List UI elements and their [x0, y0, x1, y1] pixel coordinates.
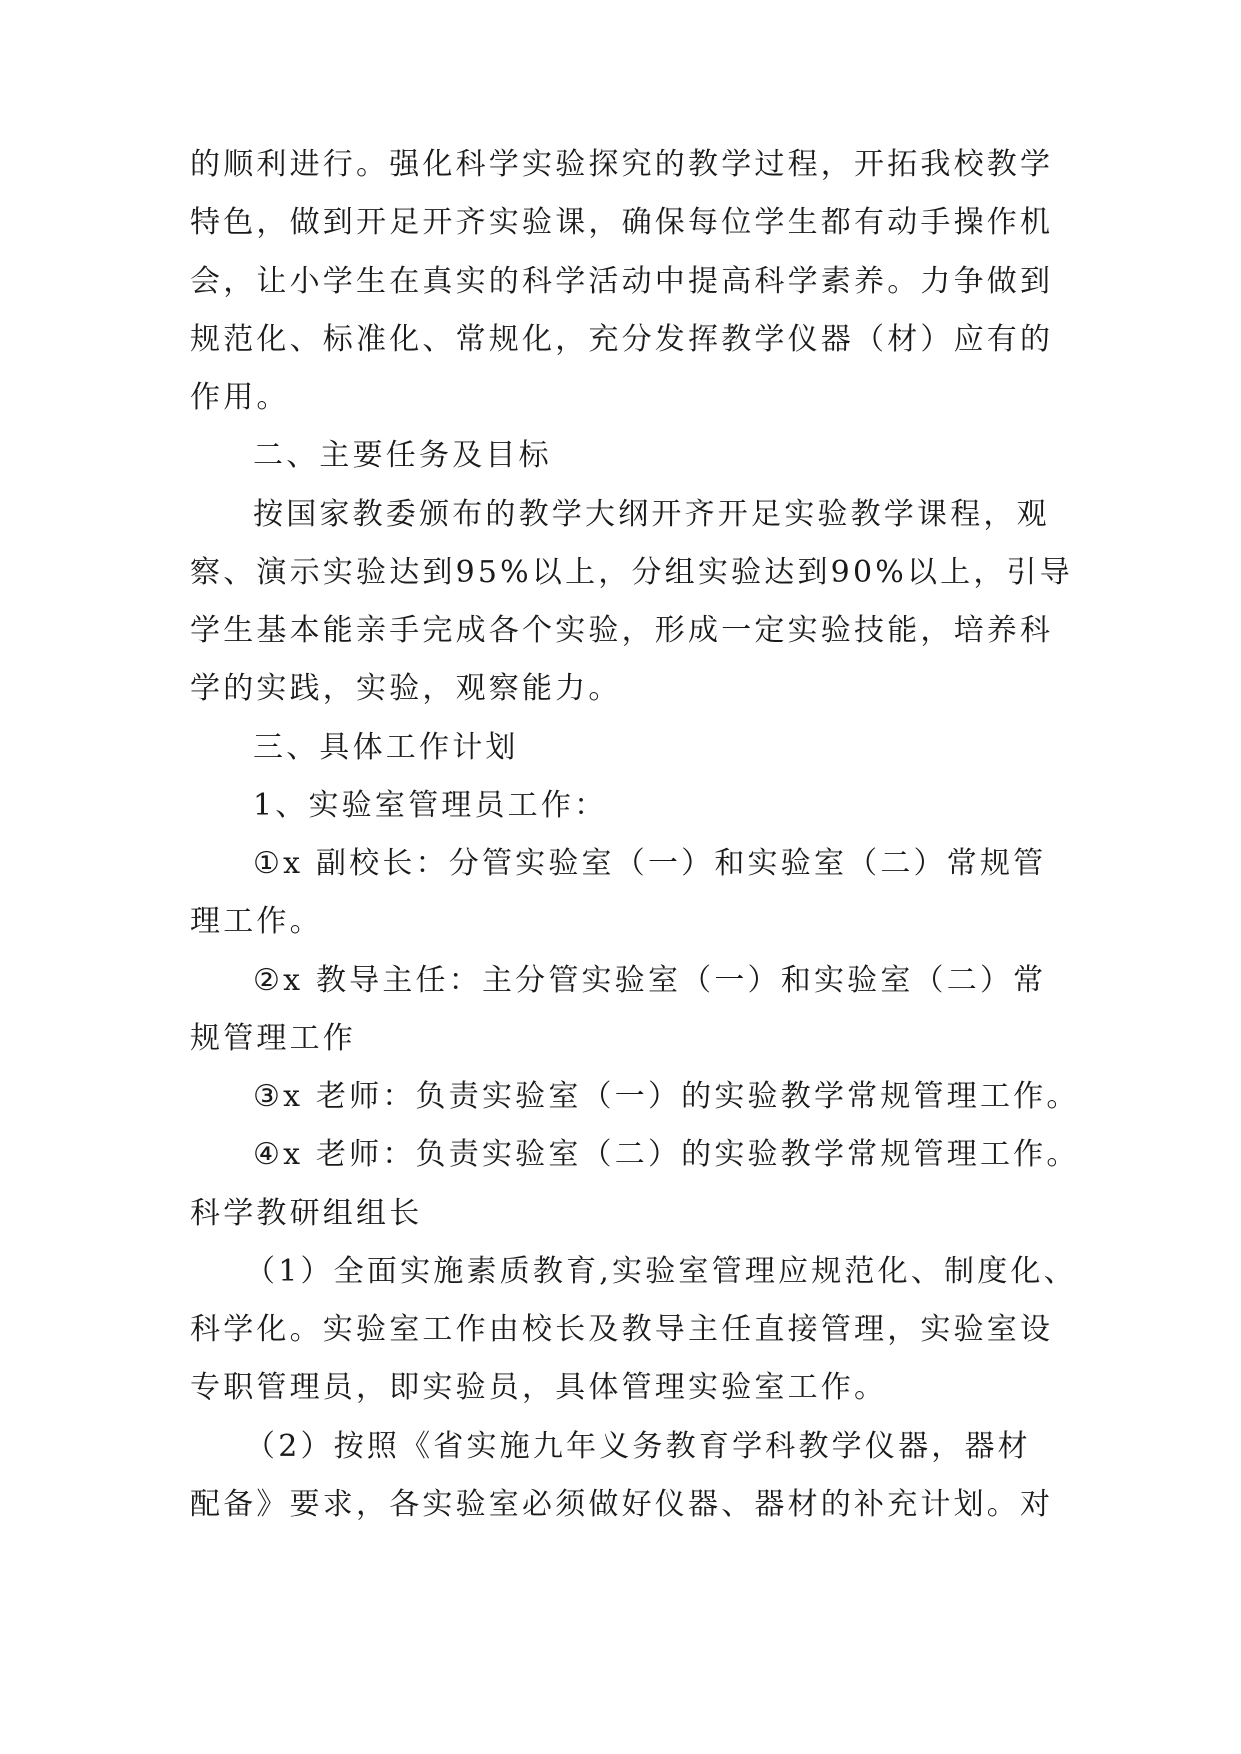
text-line: 会，让小学生在真实的科学活动中提高科学素养。力争做到 — [190, 264, 1054, 299]
text-line: 科学教研组组长 — [190, 1196, 423, 1231]
text-line: 科学化。实验室工作由校长及教导主任直接管理，实验室设 — [190, 1312, 1054, 1347]
text-line: 作用。 — [190, 380, 290, 415]
text-line: （1）全面实施素质教育,实验室管理应规范化、制度化、 — [245, 1254, 1077, 1289]
text-line: ③x 老师：负责实验室（一）的实验教学常规管理工作。 — [253, 1079, 1080, 1114]
section-heading: 二、主要任务及目标 — [253, 438, 552, 473]
text-line: 理工作。 — [190, 904, 323, 939]
text-line: 学生基本能亲手完成各个实验，形成一定实验技能，培养科 — [190, 613, 1054, 648]
text-line: （2）按照《省实施九年义务教育学科教学仪器，器材 — [245, 1429, 1031, 1464]
text-line: 规管理工作 — [190, 1021, 356, 1056]
text-line: ④x 老师：负责实验室（二）的实验教学常规管理工作。 — [253, 1137, 1080, 1172]
text-line: 学的实践，实验，观察能力。 — [190, 671, 622, 706]
text-line: 配备》要求，各实验室必须做好仪器、器材的补充计划。对 — [190, 1487, 1054, 1522]
text-line: 察、演示实验达到95%以上，分组实验达到90%以上，引导 — [190, 555, 1073, 590]
text-line: 规范化、标准化、常规化，充分发挥教学仪器（材）应有的 — [190, 322, 1054, 357]
text-line: 按国家教委颁布的教学大纲开齐开足实验教学课程，观 — [253, 497, 1050, 532]
subsection-heading: 1、实验室管理员工作： — [253, 788, 608, 823]
text-line: 专职管理员，即实验员，具体管理实验室工作。 — [190, 1370, 888, 1405]
text-line: 的顺利进行。强化科学实验探究的教学过程，开拓我校教学 — [190, 147, 1054, 182]
section-heading: 三、具体工作计划 — [253, 730, 519, 765]
text-line: 特色，做到开足开齐实验课，确保每位学生都有动手操作机 — [190, 205, 1054, 240]
text-line: ①x 副校长：分管实验室（一）和实验室（二）常规管 — [253, 846, 1047, 881]
text-line: ②x 教导主任：主分管实验室（一）和实验室（二）常 — [253, 963, 1047, 998]
